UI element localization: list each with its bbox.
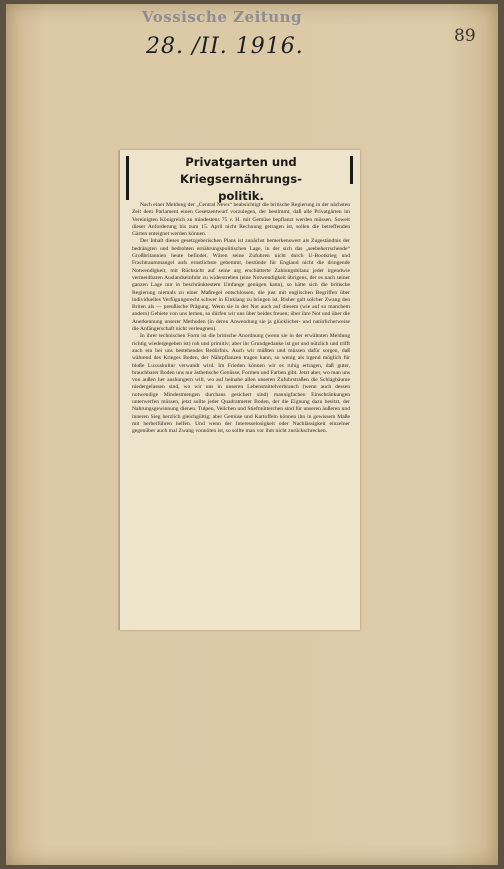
article-paragraph: Der Inhalt dieses gesetzgeberischen Plans ist zunächst bemerkenswert als Zugeständnis der bedrängten und bedrohten ernährungspolitischen Lage, in der sich das „seebeherrschende“ Großbritannien heute befindet. Wären seine Zufuhren nicht durch U-Bootkrieg und Frachtraummangel aufs ernstlichste gehemmt, bestünde für England nicht die dringende Notwendigkeit, mit Rücksicht auf seine arg erschütterte Zahlungsbilanz jeder irgendwie vermeidbaren Auslandseinfuhr zu widerstreben (eine Notwendigkeit übrigens, der es nach seiner ganzen Lage nur in beschränktestem Umfange genügen kann), so hätte sich die britische Regierung niemals zu einer Maßregel entschlossen, die just mit englischen Begriffen über individuelles Verfügungsrecht schwer in Einklang zu bringen ist. Bisher galt solcher Zwang den Briten als — preußische Prägung. Wenn sie in der Not auch auf diesem (wie auf so manchem andern) Gebiete von uns lernen, so dürfen wir uns über beides freuen; über ihre Not und über die Anerkennung unserer Methoden (in deren Anwendung sie ja glücklicher- und natürlicherweise die Anfängerschaft nicht verleugnen). (132, 238, 350, 333)
handwritten-date: 28. /II. 1916. (146, 34, 304, 59)
newspaper-clipping (120, 150, 360, 630)
title-bar-right (350, 156, 353, 184)
article-paragraph: Nach einer Meldung der „Central News“ beabsichtigt die britische Regierung in der nächsten Zeit dem Parlament einen Gesetzentwurf vorzulegen, der bestimmt, daß alle Privatgärten im Vereinigten Königreich zu mindestens 75 v. H. mit Gemüse bepflanzt werden müssen. Soweit dieser Anforderung bis zum 15. April nicht Rechnung getragen ist, sollen die betreffenden Gärten enteignet werden können. (132, 202, 350, 238)
newspaper-stamp: Vossische Zeitung (142, 8, 303, 26)
article-title-line1: Privatgarten und Kriegsernährungs- (180, 155, 302, 186)
page-number: 89 (454, 26, 476, 46)
title-bar-left (126, 156, 129, 200)
article-title-line2: politik. (218, 189, 264, 203)
article-body (132, 202, 350, 436)
article-title (132, 154, 350, 205)
article-paragraph: In ihrer technischen Form ist die britische Anordnung (wenn sie in der erwähnten Meldung richtig wiedergegeben ist) roh und primitiv; aber ihr Grundgedanke ist gut und nützlich und trifft auch ein bei uns bestehendes Bedürfnis. Auch wir müßten und müssen dafür sorgen, daß während des Krieges Boden, der Nährpflanzen tragen kann, so wenig als irgend möglich für bloße Luxuskultur verwandt wird. Im Frieden können wir es ruhig ertragen, daß guter, brauchbarer Boden uns nur ästhetische Genüsse, Formen und Farben gibt. Jetzt aber, wo man uns von außen her aushungern will, wo auf beinahe allen unseren Zufuhrstraßen die Schlagbäume niedergelassen sind, wo wir uns in unseren Lebensmittelverbrauch (wenn auch dessen notwendige Mindestmengen durchaus gesichert sind) mannigfachen Einschränkungen unterwerfen müssen, jetzt sollte jeder Quadratmeter Boden, der die Eignung dazu besitzt, der Nahrungsgewinnung dienen. Tulpen, Veilchen und Stiefmütterchen sind für unseren äußeren und inneren Sieg herzlich gleichgültig; aber Gemüse und Kartoffeln können ihn in gewissem Maße mit herbeiführen helfen. Und wenn der Interesselosigkeit oder Nachlässigkeit einzelner gegenüber auch mal Zwang vonnöten ist, so sollte man vor ihm nicht zurückschrecken. (132, 333, 350, 435)
